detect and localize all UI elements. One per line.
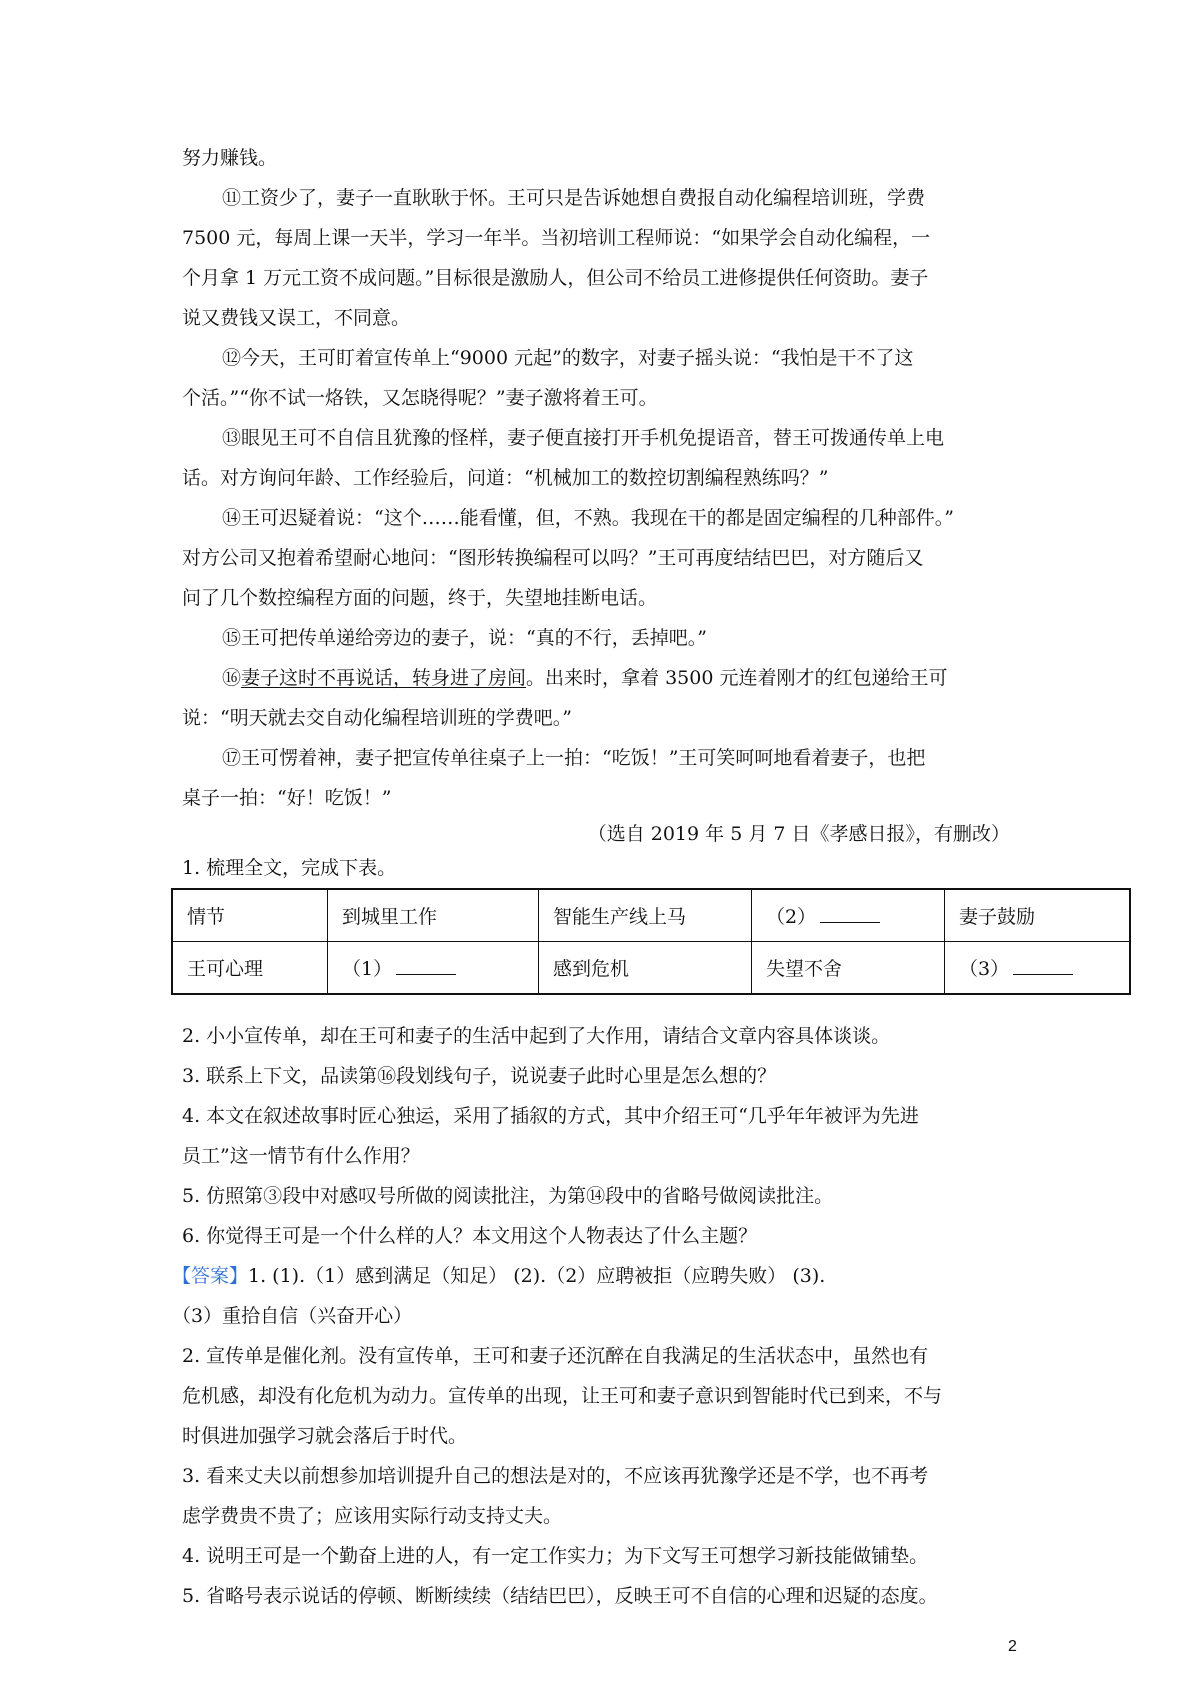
- question-4-cont: 员工”这一情节有什么作用？: [182, 1145, 420, 1167]
- story-line: 话。对方询问年龄、工作经验后，问道：“机械加工的数控切割编程熟练吗？”: [182, 467, 829, 489]
- answer-text: 1. (1).（1）感到满足（知足） (2).（2）应聘被拒（应聘失败） (3).: [248, 1265, 826, 1287]
- answer-blank: [1013, 960, 1073, 975]
- story-line: 7500 元，每周上课一天半，学习一年半。当初培训工程师说：“如果学会自动化编程，一: [182, 227, 931, 249]
- plot-table: [171, 888, 1131, 995]
- story-line: 问了几个数控编程方面的问题，终于，失望地挂断电话。: [182, 587, 658, 609]
- question-4: 4. 本文在叙述故事时匠心独运，采用了插叙的方式，其中介绍王可“几乎年年被评为先进: [182, 1105, 919, 1127]
- table-cell: 妻子鼓励: [945, 889, 1131, 942]
- question-3: 3. 联系上下文，品读第⑯段划线句子，说说妻子此时心里是怎么想的？: [182, 1065, 777, 1087]
- story-line: ⑮王可把传单递给旁边的妻子，说：“真的不行，丢掉吧。”: [222, 627, 707, 649]
- answer-4: 4. 说明王可是一个勤奋上进的人，有一定工作实力；为下文写王可想学习新技能做铺垫。: [182, 1545, 929, 1567]
- table-cell: 失望不舍: [752, 942, 945, 995]
- story-line: 说：“明天就去交自动化编程培训班的学费吧。”: [182, 707, 572, 729]
- question-5: 5. 仿照第③段中对感叹号所做的阅读批注，为第⑭段中的省略号做阅读批注。: [182, 1185, 834, 1207]
- question-1: 1. 梳理全文，完成下表。: [182, 857, 397, 879]
- story-line: 努力赚钱。: [182, 147, 278, 169]
- answer-blank: [820, 908, 880, 923]
- answer-blank: [396, 960, 456, 975]
- story-line: ⑭王可迟疑着说：“这个……能看懂，但，不熟。我现在干的都是固定编程的几种部件。”: [222, 507, 954, 529]
- underlined-sentence: 妻子这时不再说话，转身进了房间: [241, 667, 527, 689]
- answer-tag: 【答案】: [172, 1265, 249, 1287]
- table-cell: [752, 889, 945, 942]
- page-number: 2: [1008, 1638, 1017, 1655]
- blank-label: （2）: [766, 906, 817, 928]
- answer-3: 3. 看来丈夫以前想参加培训提升自己的想法是对的，不应该再犹豫学还是不学，也不再考: [182, 1465, 929, 1487]
- answer-5: 5. 省略号表示说话的停顿、断断续续（结结巴巴），反映王可不自信的心理和迟疑的态度。: [182, 1585, 938, 1607]
- answer-2-cont: 危机感，却没有化危机为动力。宣传单的出现，让王可和妻子意识到智能时代已到来，不与: [182, 1385, 943, 1407]
- answer-2: 2. 宣传单是催化剂。没有宣传单，王可和妻子还沉醉在自我满足的生活状态中，虽然也有: [182, 1345, 929, 1367]
- story-line: ⑪工资少了，妻子一直耿耿于怀。王可只是告诉她想自费报自动化编程培训班，学费: [222, 187, 926, 209]
- blank-label: （1）: [342, 958, 393, 980]
- answer-3-cont: 虑学费贵不贵了；应该用实际行动支持丈夫。: [182, 1505, 563, 1527]
- story-line: 个活。”“你不试一烙铁，又怎晓得呢？”妻子激将着王可。: [182, 387, 658, 409]
- table-cell: [945, 942, 1131, 995]
- answer-1: [172, 1264, 1032, 1288]
- story-line: 桌子一拍：“好！吃饭！”: [182, 787, 392, 809]
- table-row: [172, 942, 1130, 995]
- story-line: 说又费钱又误工，不同意。: [182, 307, 411, 329]
- story-line-16: [222, 666, 1082, 690]
- table-cell: 智能生产线上马: [539, 889, 752, 942]
- table-cell: [328, 942, 539, 995]
- blank-label: （3）: [959, 958, 1010, 980]
- story-line: ⑫今天，王可盯着宣传单上“9000 元起”的数字，对妻子摇头说：“我怕是干不了这: [222, 347, 914, 369]
- story-line: 对方公司又抱着希望耐心地问：“图形转换编程可以吗？”王可再度结结巴巴，对方随后又: [182, 547, 924, 569]
- question-2: 2. 小小宣传单，却在王可和妻子的生活中起到了大作用，请结合文章内容具体谈谈。: [182, 1025, 891, 1047]
- question-6: 6. 你觉得王可是一个什么样的人？本文用这个人物表达了什么主题？: [182, 1225, 758, 1247]
- table-cell: 王可心理: [172, 942, 328, 995]
- source-citation: （选自 2019 年 5 月 7 日《孝感日报》，有删改）: [587, 823, 1010, 845]
- paragraph-number: ⑯: [222, 667, 242, 689]
- answer-1-cont: （3）重拾自信（兴奋开心）: [172, 1305, 413, 1327]
- story-line: 个月拿 1 万元工资不成问题。”目标很是激励人，但公司不给员工进修提供任何资助。妻子: [182, 267, 929, 289]
- table-cell: 到城里工作: [328, 889, 539, 942]
- answer-2-cont: 时俱进加强学习就会落后于时代。: [182, 1425, 468, 1447]
- story-line: ⑰王可愣着神，妻子把宣传单往桌子上一拍：“吃饭！”王可笑呵呵地看着妻子，也把: [222, 747, 926, 769]
- table-cell: 情节: [172, 889, 328, 942]
- table-cell: 感到危机: [539, 942, 752, 995]
- sentence-rest: 。出来时，拿着 3500 元连着刚才的红包递给王可: [526, 667, 948, 689]
- story-line: ⑬眼见王可不自信且犹豫的怪样，妻子便直接打开手机免提语音，替王可拨通传单上电: [222, 427, 945, 449]
- table-row: [172, 889, 1130, 942]
